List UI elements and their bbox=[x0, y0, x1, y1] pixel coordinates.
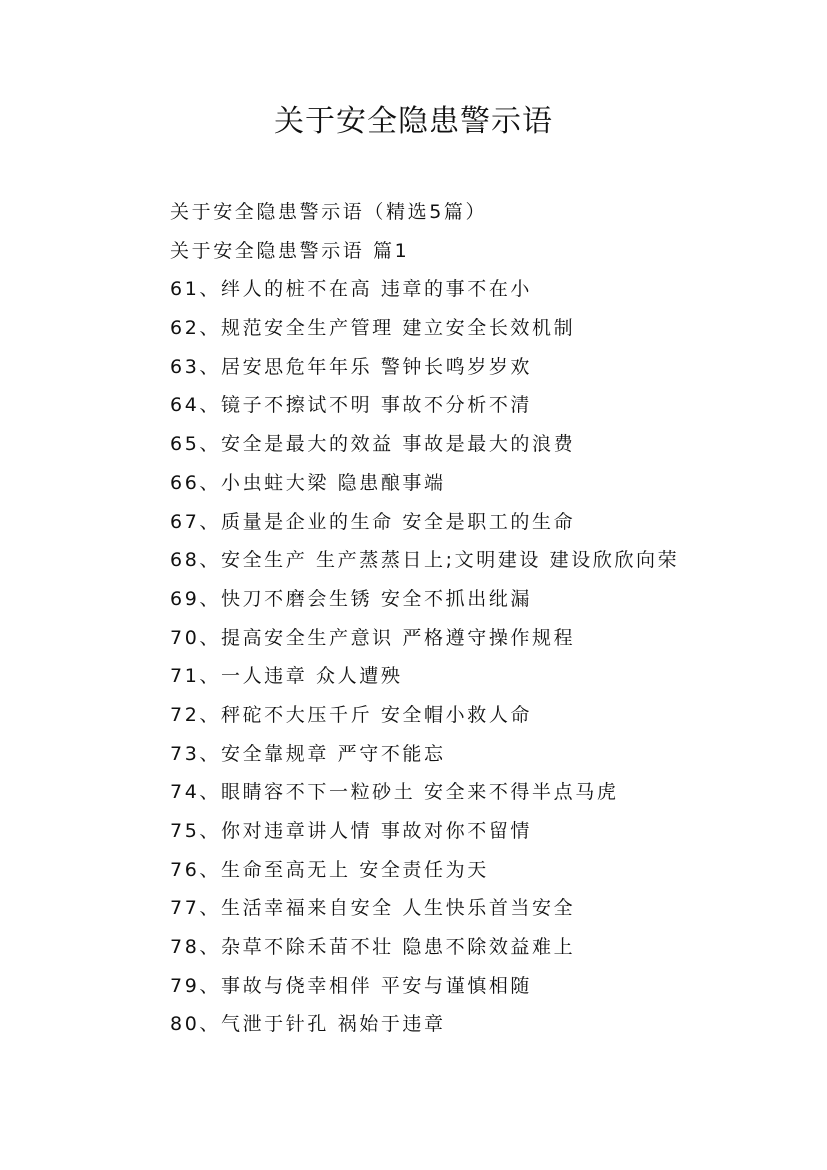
slogan-line: 72、秤砣不大压千斤 安全帽小救人命 bbox=[170, 703, 533, 726]
slogan-line: 75、你对违章讲人情 事故对你不留情 bbox=[170, 820, 533, 842]
slogan-line: 79、事故与侥幸相伴 平安与谨慎相随 bbox=[170, 974, 533, 997]
slogan-line: 69、快刀不磨会生锈 安全不抓出纰漏 bbox=[170, 587, 533, 610]
slogan-line: 73、安全靠规章 严守不能忘 bbox=[170, 742, 446, 765]
slogan-line: 77、生活幸福来自安全 人生快乐首当安全 bbox=[170, 897, 576, 920]
slogan-line: 70、提高安全生产意识 严格遵守操作规程 bbox=[170, 626, 576, 649]
slogan-line: 74、眼睛容不下一粒砂土 安全来不得半点马虎 bbox=[170, 781, 619, 804]
slogan-line: 76、生命至高无上 安全责任为天 bbox=[170, 858, 489, 881]
slogan-line: 80、气泄于针孔 祸始于违章 bbox=[170, 1013, 446, 1036]
document-subtitle: 关于安全隐患警示语（精选5篇） bbox=[170, 201, 488, 223]
slogan-line: 68、安全生产 生产蒸蒸日上;文明建设 建设欣欣向荣 bbox=[170, 549, 680, 572]
document-title: 关于安全隐患警示语 bbox=[274, 104, 553, 139]
slogan-line: 78、杂草不除禾苗不壮 隐患不除效益难上 bbox=[170, 936, 576, 959]
slogan-line: 61、绊人的桩不在高 违章的事不在小 bbox=[170, 278, 533, 301]
slogan-line: 71、一人违章 众人遭殃 bbox=[170, 665, 403, 688]
slogan-line: 62、规范安全生产管理 建立安全长效机制 bbox=[170, 317, 576, 340]
slogan-line: 64、镜子不擦试不明 事故不分析不清 bbox=[170, 394, 533, 417]
slogan-line: 63、居安思危年年乐 警钟长鸣岁岁欢 bbox=[170, 355, 533, 378]
slogan-line: 66、小虫蛀大梁 隐患酿事端 bbox=[170, 471, 446, 494]
section-heading: 关于安全隐患警示语 篇1 bbox=[170, 239, 410, 262]
document-body bbox=[170, 193, 790, 1044]
slogan-line: 65、安全是最大的效益 事故是最大的浪费 bbox=[170, 433, 576, 456]
slogan-line: 67、质量是企业的生命 安全是职工的生命 bbox=[170, 510, 576, 533]
